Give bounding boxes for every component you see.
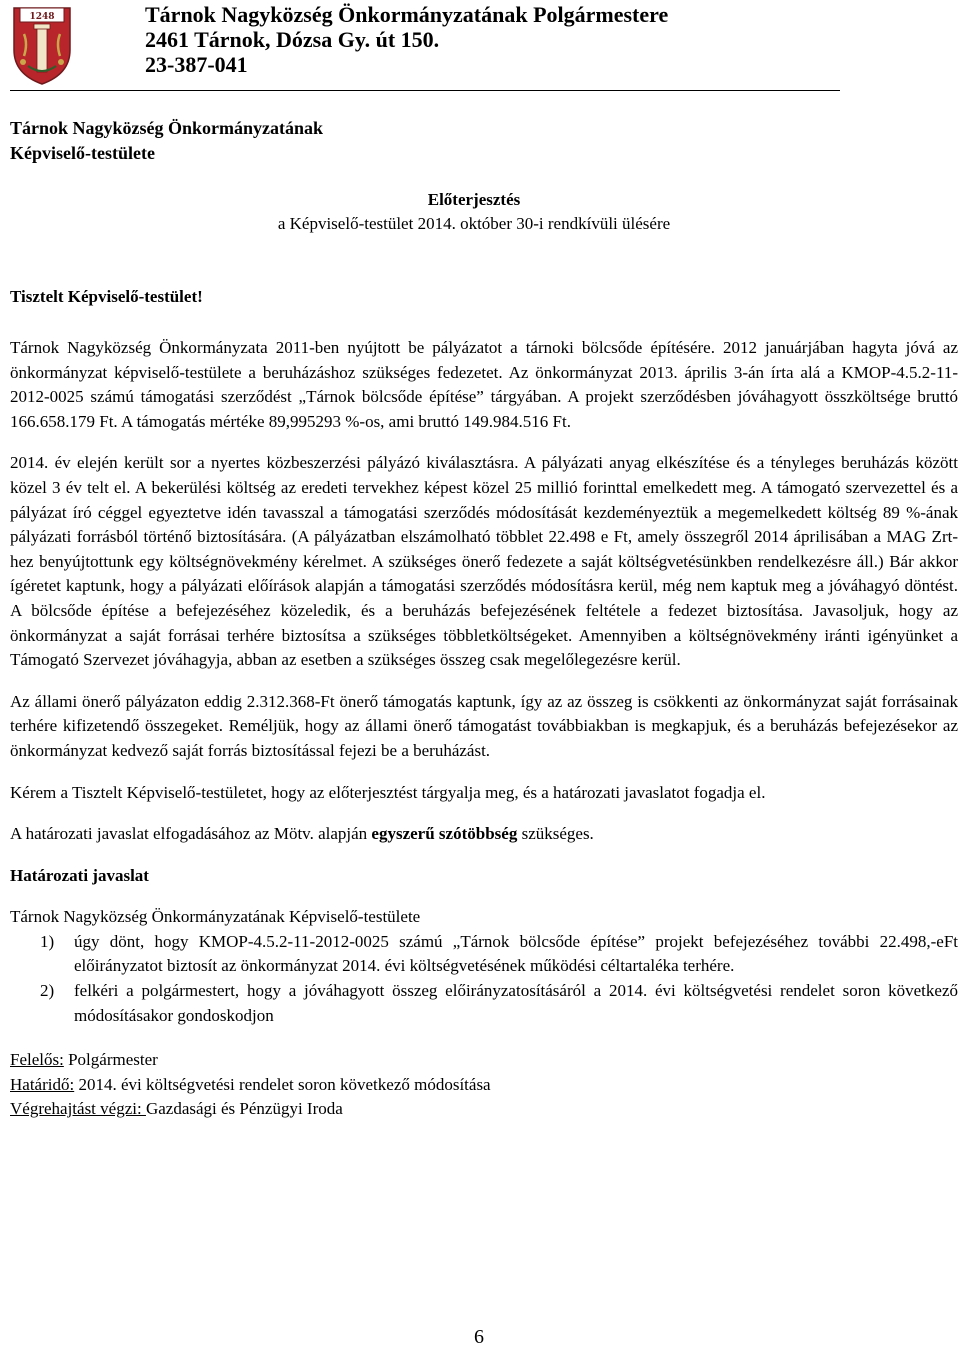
decision-item-text: úgy dönt, hogy KMOP-4.5.2-11-2012-0025 számú „Tárnok bölcsőde építése” projekt befejezéséhez további 22.498,-eFt előirányzatot biztosít az önkormányzat 2014. évi költségvetésének működési céltartaléka terhére.	[74, 931, 958, 976]
letterhead-text	[145, 2, 668, 77]
decision-intro: Tárnok Nagyközség Önkormányzatának Képviselő-testülete	[10, 907, 421, 927]
majority-type: egyszerű szótöbbség	[371, 824, 518, 844]
paragraph-4: Kérem a Tisztelt Képviselő-testületet, hogy az előterjesztést tárgyalja meg, és a határozati javaslatot fogadja el.	[10, 782, 766, 802]
salutation: Tisztelt Képviselő-testület!	[10, 287, 203, 306]
decision-item-number: 2)	[40, 981, 55, 1001]
letterhead	[10, 0, 840, 91]
decision-item-number: 1)	[40, 931, 55, 951]
executor-value: Gazdasági és Pénzügyi Iroda	[145, 1099, 343, 1119]
addressee	[10, 116, 323, 166]
letterhead-office: Tárnok Nagyközség Önkormányzatának Polgármestere	[145, 2, 669, 27]
page-number	[10, 1326, 958, 1349]
paragraph-1: Tárnok Nagyközség Önkormányzata 2011-ben nyújtott be pályázatot a tárnoki bölcsőde építésére. 2012 januárjában hagyta jóvá az önkormányzat képviselő-testülete a beruházáshoz szükséges fedezetet. Az önkormányzat 2013. április 3-án írta alá a KMOP-4.5.2-11-2012-0025 számú támogatási szerződést „Tárnok bölcsőde építése” tárgyában. A projekt szerződésben jóváhagyott összköltsége bruttó 166.658.179 Ft. A támogatás mértéke 89,995293 %-os, ami bruttó 149.984.516 Ft.	[10, 338, 958, 431]
proposal-subtitle: a Képviselő-testület 2014. október 30-i rendkívüli ülésére	[277, 214, 671, 233]
decision-item-2	[10, 979, 958, 1028]
responsible-label: Felelős:	[10, 1050, 64, 1070]
proposal-title: Előterjesztés	[427, 190, 521, 209]
paragraph-2: 2014. év elején került sor a nyertes közbeszerzési pályázó kiválasztásra. A pályázati anyag elkészítése és a tényleges beruházás között közel 3 év telt el. A bekerülési költség az eredeti tervekhez képest közel 25 millió forinttal emelkedett meg. A támogató szervezettel és a pályázat író céggel egyeztetve idén tavasszal a támogatási szerződés módosítását kezdeményeztük a megemelkedett költség 89 %-ának pályázati forrásból történő biztosítására. (A pályázatban elszámolható többlet 22.498 e Ft, amely összegről 2014 áprilisában a MAG Zrt-hez benyújtottunk egy költségnövekmény kérelmet. A szükséges önerő fedezete a saját költségvetésünkben rendelkezésre áll.) Bár akkor ígéretet kaptunk, hogy a pályázati előírások alapján a támogatási szerződés módosításra kerül, még nem kaptuk meg a jóváhagyó döntést. A bölcsőde építése a befejezéséhez közeledik, és a beruházás befejezésének feltétele a fedezet biztosítása. Javasoljuk, hogy az önkormányzat a saját forrásai terhére biztosítsa a szükséges többletköltségeket. Amennyiben a költségnövekmény iránti igényünket a Támogató Szervezet jóváhagyja, abban az esetben a szükséges összeg csak megelőlegezésre kerül.	[10, 453, 958, 670]
crest-year: 1248	[29, 12, 55, 22]
responsible-value: Polgármester	[63, 1050, 158, 1070]
letterhead-address: 2461 Tárnok, Dózsa Gy. út 150.	[145, 27, 440, 52]
executor-label: Végrehajtást végzi:	[10, 1099, 146, 1119]
paragraph-5	[10, 822, 958, 847]
page-number-value: 6	[474, 1326, 484, 1348]
deadline-value: 2014. évi költségvetési rendelet soron következő módosítása	[74, 1074, 491, 1094]
coat-of-arms-icon	[10, 4, 74, 86]
decision-item-1	[10, 930, 958, 979]
deadline-row	[10, 1073, 958, 1098]
paragraph-5-suffix: szükséges.	[517, 824, 594, 844]
decision-title: Határozati javaslat	[10, 865, 149, 885]
responsibility-block	[10, 1048, 958, 1122]
paragraph-3: Az állami önerő pályázaton eddig 2.312.368-Ft önerő támogatás kaptunk, így az az összeg is csökkenti az önkormányzat saját forrásainak terhére kifizetendő összegeket. Reméljük, hogy az állami önerő támogatást továbbiakban is megkapjuk, és a beruházás befejezésekor az önkormányzat kedvező saját forrás biztosítással fejezi be a beruházást.	[10, 691, 958, 760]
deadline-label: Határidő:	[10, 1074, 75, 1094]
body-text	[10, 336, 958, 1122]
decision-list	[10, 930, 958, 1028]
addressee-line-1: Tárnok Nagyközség Önkormányzatának	[10, 118, 324, 138]
letterhead-phone: 23-387-041	[145, 52, 248, 77]
responsible-row	[10, 1048, 958, 1073]
executor-row	[10, 1097, 958, 1122]
document-page	[10, 0, 958, 1347]
proposal-heading	[10, 188, 958, 236]
decision-item-text: felkéri a polgármestert, hogy a jóváhagyott összeg előirányzatosításáról a 2014. évi költségvetési rendelet soron következő módosításakor gondoskodjon	[74, 981, 958, 1025]
paragraph-5-prefix: A határozati javaslat elfogadásához az Mötv. alapján	[10, 824, 372, 844]
addressee-line-2: Képviselő-testülete	[10, 143, 155, 163]
